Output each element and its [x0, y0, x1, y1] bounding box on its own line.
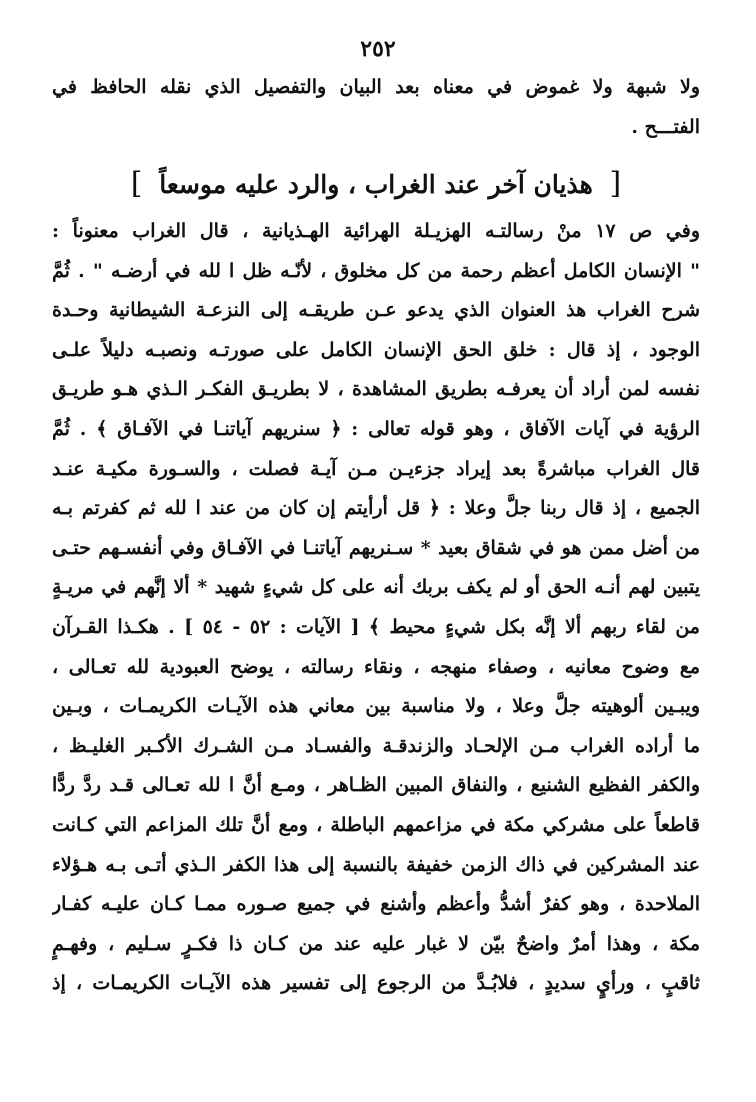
text-line: من لقاء ربهم ألا إنَّه بكل شيءٍ محيط ﴾ [ الآيات : ٥٢ - ٥٤ ] . هكـذا القـرآن — [52, 615, 700, 638]
heading-text: هذيان آخر عند الغراب ، والرد عليه موسعاً — [159, 170, 593, 199]
text-line: ما أراده الغراب مـن الإلحـاد والزندقـة والفسـاد مـن الشـرك الأكـبر الغليـظ ، — [52, 734, 700, 757]
heading-open-bracket: [ — [609, 166, 622, 201]
text-line: نفسه لمن أراد أن يعرفـه بطريق المشاهدة ، لا بطريـق الفكـر الـذي هـو طريـق — [52, 378, 700, 401]
text-line: ولا شبهة ولا غموض في معناه بعد البيان والتفصيل الذي نقله الحافظ في — [52, 76, 700, 98]
text-line: الوجود ، إذ قال : خلق الحق الإنسان الكامل على صورتـه ونصبـه دليلاً علـى — [52, 338, 700, 361]
intro-paragraph — [52, 68, 700, 147]
text-line: من أضل ممن هو في شقاق بعيد * سـنريهم آياتنـا في الآفـاق وفي أنفسـهم حتـى — [52, 536, 700, 559]
text-line: " الإنسان الكامل أعظم رحمة من كل مخلوق ، لأنّـه ظل ا لله في أرضـه " . ثُمَّ — [52, 259, 700, 282]
text-line: شرح الغراب هذ العنوان الذي يدعو عـن طريقـه إلى النزعـة الشيطانية وحـدة — [52, 299, 700, 322]
text-line: والكفر الفظيع الشنيع ، والنفاق المبين الظـاهر ، ومـع أنَّ ا لله تعـالى قـد ردَّ ردًّا — [52, 774, 700, 797]
text-line: الجميع ، إذ قال ربنا جلَّ وعلا : ﴿ قل أرأيتم إن كان من عند ا لله ثم كفرتم بـه — [52, 497, 700, 520]
heading-close-bracket: ] — [130, 166, 143, 201]
text-line: يتبين لهم أنـه الحق أو لم يكف بربك أنه على كل شيءٍ شهيد * ألا إنَّهم في مريـةٍ — [52, 576, 700, 599]
text-line: قال الغراب مباشرةً بعد إيراد جزءيـن مـن آيـة فصلت ، والسـورة مكيـة عنـد — [52, 457, 700, 480]
section-heading — [52, 162, 700, 207]
text-line: الملاحدة ، وهو كفرٌ أشدُّ وأعظم وأشنع في جميع صـوره ممـا كـان عليـه كفـار — [52, 893, 700, 916]
page-number: ٢٥٢ — [360, 36, 396, 62]
body-paragraph — [52, 212, 700, 1004]
text-line: الفتـــح . — [631, 115, 700, 138]
text-line: مكة ، وهذا أمرٌ واضحٌ بيّن لا غبار عليه عند من كـان ذا فكـرٍ سـليم ، وفهـمٍ — [52, 932, 700, 955]
text-line: ثاقبٍ ، ورأيٍ سديدٍ ، فلابُـدَّ من الرجوع إلى تفسير هذه الآيـات الكريمـات ، إذ — [52, 972, 700, 995]
text-line: ويبـين ألوهيته جلَّ وعلا ، ولا مناسبة بين معاني هذه الآيـات الكريمـات ، وبـين — [52, 695, 700, 718]
text-line: عند المشركين في ذاك الزمن خفيفة بالنسبة إلى هذا الكفر الـذي أتـى بـه هـؤلاء — [52, 853, 700, 876]
text-line: وفي ص ١٧ منْ رسالتـه الهزيـلة الهرائية الهـذيانية ، قال الغراب معنوناً : — [52, 220, 700, 242]
text-line: مع وضوح معانيه ، وصفاء منهجه ، ونقاء رسالته ، يوضح العبودية لله تعـالى ، — [52, 655, 700, 678]
text-line: قاطعاً على مشركي مكة في مزاعمهم الباطلة ، ومع أنَّ تلك المزاعم التي كـانت — [52, 813, 700, 836]
text-line: الرؤية في آيات الآفاق ، وهو قوله تعالى : ﴿ سنريهم آياتنـا في الآفـاق ﴾ . ثُمَّ — [52, 417, 700, 440]
